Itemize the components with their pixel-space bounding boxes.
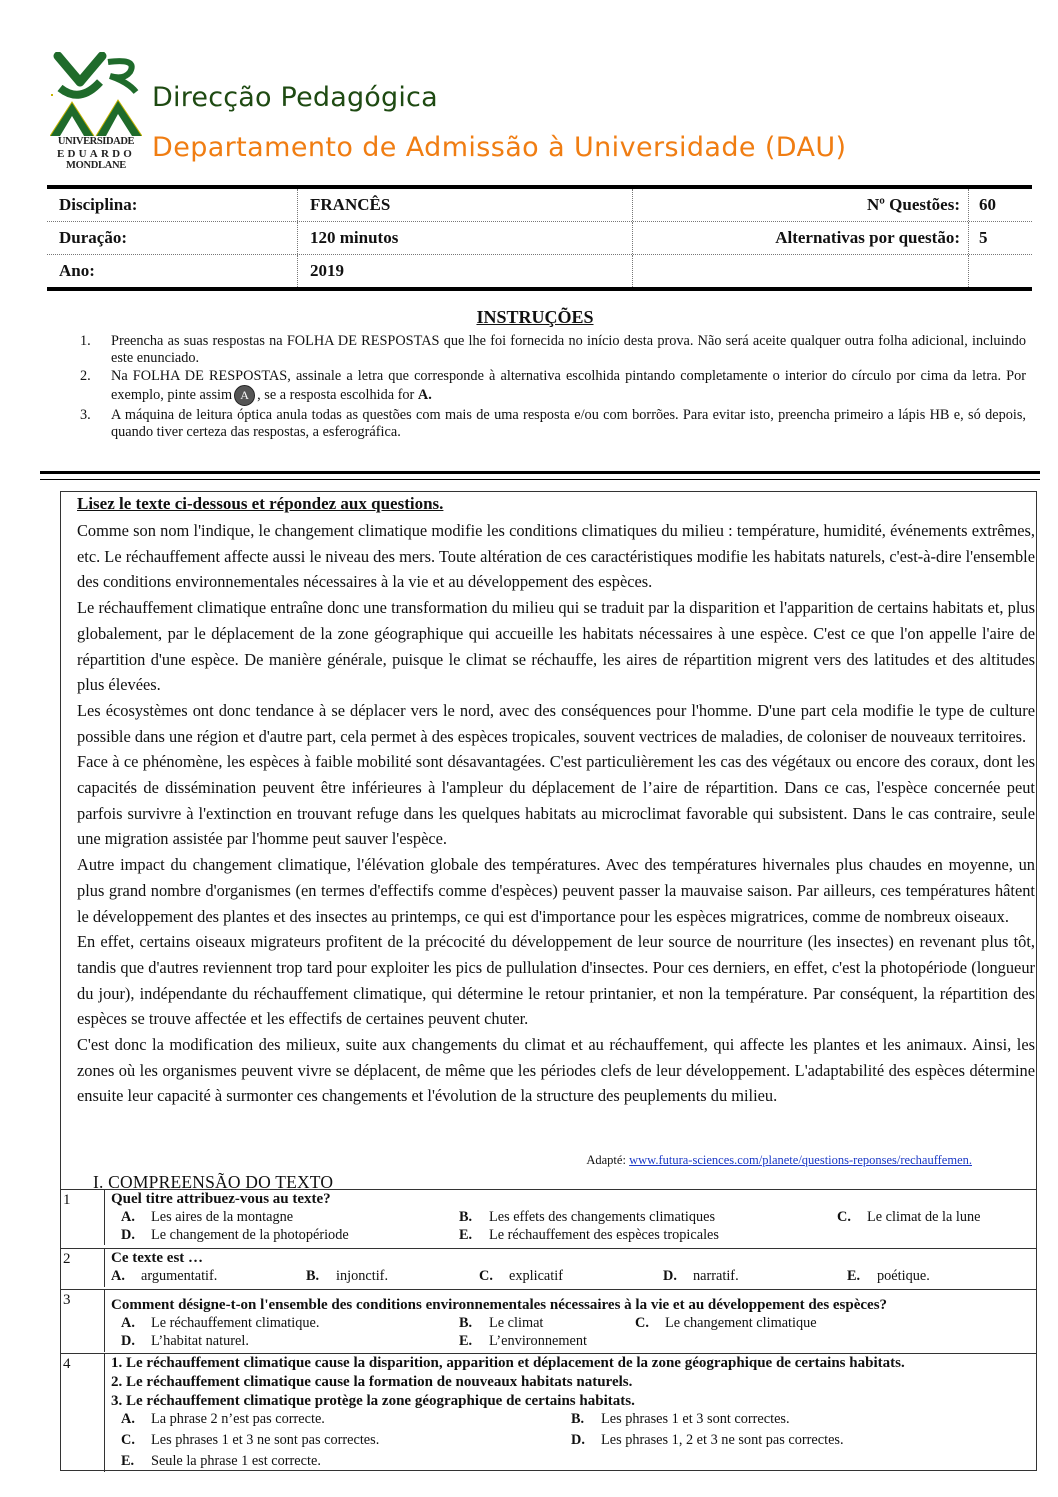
option-b[interactable] [306,1268,388,1285]
option-e[interactable] [459,1227,719,1244]
question-statement: 1. Le réchauffement climatique cause la disparition, apparition et déplacement de la zone géographique de certains habitats. [111,1355,905,1371]
info-label: Duração: [47,222,298,254]
option-a[interactable] [121,1209,293,1226]
info-value: FRANCÊS [298,189,633,221]
passage-paragraph: Le réchauffement climatique entraîne donc une transformation du milieu qui se traduit par la disparition et l'apparition de certains habitats et, plus globalement, par le déplacement de la zone géographique qui accueille les habitats nécessaires à une espèce. C'est ce que l'on appelle l'aire de répartition d'une espèce. De manière générale, puisque le climat se réchauffe, les aires de répartition migrent vers des latitudes et des altitudes plus élevées. [77,598,1035,695]
logo-text-line: UNIVERSIDADE [57,136,135,147]
instruction-number: 1. [80,333,91,349]
info-label: Ano: [47,255,298,287]
passage-heading: Lisez le texte ci-dessous et répondez aux questions. [77,494,444,513]
passage-paragraph: Autre impact du changement climatique, l'élévation globale des températures. Avec des températures hivernales plus chaudes en moyenne, un plus grand nombre d'organismes (en termes d'effectifs comme d'espèces) peuvent passer la mauvaise saison. Par ailleurs, ces températures hâtent le développement des plantes et des insectes au printemps, ce qui est d'importance pour les espèces migratrices, comme de nombreux oiseaux. [77,855,1035,926]
options-line [111,1315,1036,1333]
option-letter: A. [121,1411,135,1427]
option-d[interactable] [663,1268,739,1285]
option-letter: A. [121,1209,135,1225]
option-text: Le réchauffement climatique. [151,1315,320,1331]
section-title: I. COMPREENSÃO DO TEXTO [93,1172,334,1192]
option-a[interactable] [121,1315,319,1332]
option-text: Le réchauffement des espèces tropicales [489,1227,719,1243]
option-d[interactable] [121,1227,349,1244]
column-divider [104,1190,105,1245]
option-text: Les phrases 1, 2 et 3 ne sont pas correctes. [601,1432,844,1448]
column-divider [104,1290,105,1352]
option-letter: C. [121,1432,135,1448]
info-value: 5 [979,228,988,247]
option-text: Les phrases 1 et 3 sont correctes. [601,1411,790,1427]
question-body [111,1354,1036,1471]
option-d[interactable] [121,1333,249,1350]
question-number: 3 [63,1292,71,1308]
source-label: Adapté: [586,1153,626,1167]
info-row [47,255,1032,287]
passage-body [77,518,1035,1109]
instruction-number: 2. [80,368,91,384]
option-b[interactable] [459,1315,543,1332]
option-letter: B. [459,1209,473,1225]
option-letter: B. [306,1268,320,1284]
option-letter: D. [571,1432,585,1448]
instruction-text: A máquina de leitura óptica anula todas as questões com mais de uma resposta e/ou com borrões. Para evitar isto, preencha primeiro a lápis HB e, só depois, quando tiver certeza das respostas, a esferográfica. [111,407,1026,440]
option-letter: A. [111,1268,125,1284]
passage-source [586,1153,972,1168]
instruction-number: 3. [80,407,91,423]
question-row [61,1353,1036,1472]
instruction-text: Preencha as suas respostas na FOLHA DE RESPOSTAS que lhe foi fornecida no início desta prova. Não será aceite qualquer outra folha adicional, incluindo este enunciado. [111,333,1026,366]
option-text: Seule la phrase 1 est correcte. [151,1453,321,1469]
option-text: argumentatif. [141,1268,218,1284]
question-row [61,1289,1036,1352]
option-text: L’habitat naturel. [151,1333,249,1349]
option-e[interactable] [847,1268,930,1285]
info-row [47,222,1032,255]
info-label: Alternativas por questão: [633,222,969,254]
question-body [111,1290,1036,1351]
question-number: 4 [63,1356,71,1372]
option-text: poétique. [877,1268,930,1284]
instruction-text [111,368,1026,406]
question-stem: Ce texte est … [111,1250,204,1266]
option-text: injonctif. [336,1268,389,1284]
instruction-text-part: Na FOLHA DE RESPOSTAS, assinale a letra que corresponde à alternativa escolhida pintando completamente o interior do círculo por cima da letra. Por exemplo, pinte assim [111,368,1026,403]
info-label: Nº Questões: [633,189,969,221]
option-letter: B. [571,1411,585,1427]
option-letter: E. [459,1333,473,1349]
option-letter: E. [121,1453,135,1469]
filled-bubble-icon: A [234,385,255,406]
option-text: Les effets des changements climatiques [489,1209,716,1225]
options-line [111,1453,1036,1471]
instruction-text-part: , se a resposta escolhida for [257,386,415,403]
exam-info-table [47,185,1032,291]
column-divider [104,1354,105,1472]
instruction-item [80,333,1026,367]
option-a[interactable] [111,1268,217,1285]
source-link[interactable]: www.futura-sciences.com/planete/questions-reponses/rechauffemen. [629,1153,972,1167]
option-c[interactable] [837,1209,981,1226]
option-letter: E. [847,1268,861,1284]
reading-passage-box [60,491,1037,1471]
option-letter: A. [121,1315,135,1331]
logo-emblem-icon [50,52,142,136]
options-line [111,1333,1036,1351]
option-c[interactable] [121,1432,379,1449]
option-b[interactable] [459,1209,715,1226]
option-text: Les aires de la montagne [151,1209,294,1225]
question-body [111,1190,1036,1245]
option-text: La phrase 2 n’est pas correcte. [151,1411,325,1427]
question-body [111,1249,1036,1286]
option-letter: D. [121,1227,135,1243]
question-row [61,1189,1036,1245]
option-letter: C. [635,1315,649,1331]
option-text: Les phrases 1 et 3 ne sont pas correctes. [151,1432,380,1448]
option-a[interactable] [121,1411,325,1428]
info-label [633,255,969,287]
option-c[interactable] [635,1315,817,1332]
options-line [111,1411,1036,1432]
question-row [61,1248,1036,1287]
section-divider [40,471,1040,480]
instruction-bold-letter: A. [417,386,432,403]
instruction-item [80,368,1026,406]
info-value: 120 minutos [298,222,633,254]
option-text: Le changement climatique [665,1315,817,1331]
question-statement: 2. Le réchauffement climatique cause la formation de nouveaux habitats naturels. [111,1374,633,1390]
option-c[interactable] [479,1268,563,1285]
option-e[interactable] [459,1333,587,1350]
info-value [969,255,1032,287]
options-line [111,1227,1036,1245]
option-e[interactable] [121,1453,321,1470]
university-logo [50,52,142,174]
option-letter: D. [121,1333,135,1349]
option-letter: C. [837,1209,851,1225]
info-value: 60 [979,195,996,214]
option-text: Le climat [489,1315,544,1331]
instruction-item [80,407,1026,441]
logo-text-line: EDUARDO [56,148,135,160]
passage-paragraph: Comme son nom l'indique, le changement climatique modifie les conditions climatiques du milieu : température, humidité, événements extrêmes, etc. Le réchauffement affecte aussi le niveau des mers. Toute altération de ces caractéristiques modifie les habitats naturels, c'est-à-dire l'ensemble des conditions environnementales nécessaires à la vie et au développement des espèces. [77,521,1035,592]
question-number: 1 [63,1192,71,1208]
option-letter: C. [479,1268,493,1284]
passage-paragraph: C'est donc la modification des milieux, suite aux changements du climat et au réchauffement, qui affecte les plantes et les animaux. Ainsi, les zones où les organismes peuvent vivre se déplacent, de même que les périodes clefs de leur développement. L'adaptabilité des espèces détermine ensuite leur capacité à surmonter ces changements et l'évolution de la structure des peuplements du milieu. [77,1035,1035,1106]
header-subtitle: Departamento de Admissão à Universidade (DAU) [152,132,847,163]
question-stem: Quel titre attribuez-vous au texte? [111,1191,331,1207]
option-text: L’environnement [489,1333,587,1349]
option-letter: E. [459,1227,473,1243]
info-row [47,189,1032,222]
option-letter: B. [459,1315,473,1331]
option-letter: D. [663,1268,677,1284]
options-line [111,1209,1036,1227]
options-line [111,1432,1036,1453]
info-label: Disciplina: [47,189,298,221]
question-number: 2 [63,1251,71,1267]
options-line [111,1268,1036,1286]
passage-paragraph: Les écosystèmes ont donc tendance à se déplacer vers le nord, avec des conséquences pour l'homme. D'une part cela modifie le type de culture possible dans une région et d'autre part, cela permet à des espèces tropicales, souvent vectrices de maladies, de coloniser de nouveaux territoires. [77,700,1035,746]
question-statement: 3. Le réchauffement climatique protège la zone géographique de certains habitats. [111,1393,635,1409]
option-text: narratif. [693,1268,739,1284]
passage-paragraph: En effet, certains oiseaux migrateurs profitent de la précocité du développement de leur source de nourriture (les insectes) en revenant plus tôt, tandis que d'autres reviennent trop tard pour exploiter les pics de pullulation d'insectes. Pour ces derniers, en effet, c'est la photopériode (longueur du jour), indépendante du réchauffement climatique, qui détermine le retour printanier, et non la température. Par conséquent, la répartition des espèces se trouve affectée et les effectifs de certaines peuvent chuter. [77,932,1035,1029]
option-b[interactable] [571,1411,790,1428]
option-text: explicatif [509,1268,563,1284]
info-value: 2019 [298,255,633,287]
option-d[interactable] [571,1432,844,1449]
instructions-title: INSTRUÇÕES [476,307,594,327]
passage-paragraph: Face à ce phénomène, les espèces à faible mobilité sont désavantagées. C'est particulièrement les cas des végétaux ou encore des coraux, dont les capacités de dissémination peuvent être inférieures à l'ampleur du déplacement de l’aire de répartition. Dans ce cas, l'espèce concernée peut parfois survivre à l'extinction en trouvant refuge dans les quelques habitats au microclimat favorable qui subsistent. Dans le cas contraire, seule une migration assistée par l'homme peut sauver l'espèce. [77,752,1035,849]
logo-text-line: MONDLANE [65,160,126,171]
option-text: Le changement de la photopériode [151,1227,349,1243]
header-title: Direcção Pedagógica [152,82,438,113]
column-divider [104,1249,105,1287]
question-stem: Comment désigne-t-on l'ensemble des conditions environnementales nécessaires à la vie et au développement des espèces? [111,1297,888,1313]
instructions-list [80,333,1026,442]
option-text: Le climat de la lune [867,1209,981,1225]
